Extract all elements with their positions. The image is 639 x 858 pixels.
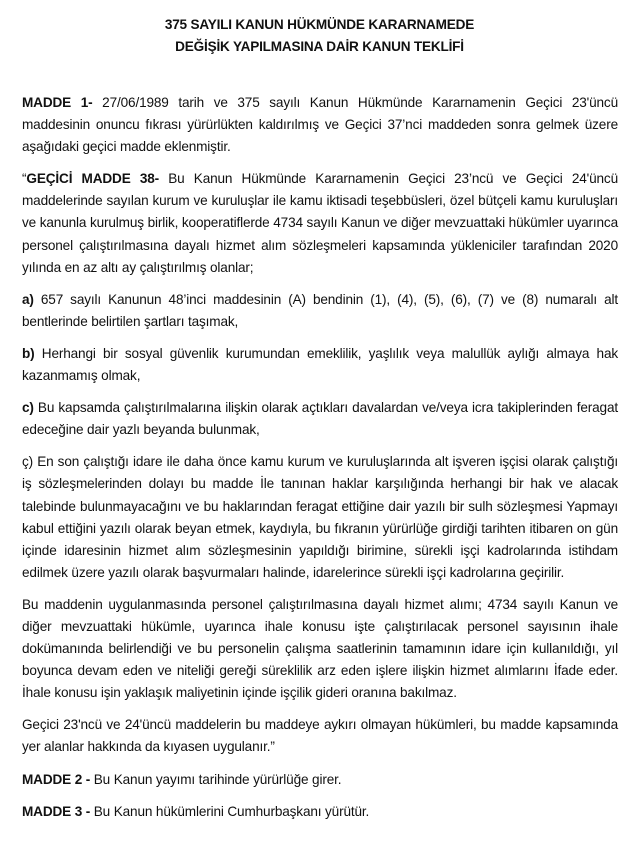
- item-label: a): [22, 291, 34, 307]
- title-line-1: 375 SAYILI KANUN HÜKMÜNDE KARARNAMEDE: [164, 17, 475, 32]
- paragraph-text: Bu kapsamda çalıştırılmalarına ilişkin olarak açtıkları davalardan ve/veya icra takiplerinden feragat edeceğine dair yazlı beyanda bulunmak,: [22, 400, 618, 438]
- paragraph-item-c-cedilla: [22, 451, 618, 584]
- article-label: MADDE 2 -: [22, 771, 91, 787]
- paragraph-text: Bu maddenin uygulanmasında personel çalıştırılmasına dayalı hizmet alımı; 4734 sayılı Kanun ve diğer mevzuattaki hükümle, uyarınca ihale konusu işte çalıştırılacak personel sayısının ihale dokümanında belirlendiği ve bu personelin çalışma saatlerinin tamamının idare için kullanıldığı, yıl boyunca devam eden ve niteliği gereği süreklilik arz eden işlere ilişkin hizmet alımlarını İfade eder. İhale konusu işin yaklaşık maliyetinin içinde işçilik gideri oranına bakılmaz.: [22, 596, 618, 701]
- paragraph-gecici-madde-38: [22, 168, 618, 278]
- paragraph-text: Herhangi bir sosyal güvenlik kurumundan emeklilik, yaşlılık veya malullük aylığı almaya hak kazanmamış olmak,: [22, 345, 618, 384]
- paragraph-madde-1: [22, 92, 618, 158]
- paragraph-item-c: [22, 397, 618, 441]
- paragraph-madde-3: [22, 801, 618, 823]
- paragraph-item-a: [22, 289, 618, 333]
- title-line-2: DEĞİŞİK YAPILMASINA DAİR KANUN TEKLİFİ: [175, 39, 464, 54]
- paragraph-text: ç) En son çalıştığı idare ile daha önce kamu kurum ve kuruluşlarında alt işveren işçisi olarak çalıştığı iş sözleşmelerinden dolayı bu madde İle tanınan haklar karşılığında herhangi bir hak ve alacak talebinde bulunmayacağını ve bu haklarından feragat ettiğine dair yazılı bir sulh sözleşmesi Yapmayı kabul ettiğini yazılı olarak beyan etmek, kaydıyla, bu fıkranın yürürlüğe girdiği tarihten itibaren on gün içinde idaresinin hizmet alım sözleşmesinin yapıldığı birimine, sürekli işçi kadrolarında istihdam edilmek üzere yazılı olarak başvurmaları halinde, idarelerince sürekli işçi kadrolarına geçirilir.: [22, 454, 618, 580]
- paragraph-text: Bu Kanun yayımı tarihinde yürürlüğe girer.: [90, 771, 342, 787]
- paragraph-text: 27/06/1989 tarih ve 375 sayılı Kanun Hükmünde Kararnamenin Geçici 23'üncü maddesinin onuncu fıkrası yürürlükten kaldırılmış ve Geçici 37’nci maddeden sonra gelmek üzere aşağıdaki geçici madde eklenmiştir.: [22, 95, 618, 155]
- paragraph-text: Geçici 23'ncü ve 24'üncü maddelerin bu maddeye aykırı olmayan hükümleri, bu madde kapsamında yer alanlar hakkında da kıyasen uygulanır.”: [22, 717, 618, 755]
- article-label: GEÇİCİ MADDE 38-: [26, 171, 160, 187]
- paragraph-madde-2: [22, 769, 618, 791]
- item-label: b): [22, 345, 35, 361]
- article-label: MADDE 3 -: [22, 803, 91, 819]
- paragraph-kiyasen: [22, 714, 618, 758]
- paragraph-text: Bu Kanun hükümlerini Cumhurbaşkanı yürütür.: [90, 803, 370, 819]
- open-quote: “: [22, 171, 27, 187]
- document-body: [22, 92, 618, 833]
- article-label: MADDE 1-: [22, 95, 93, 110]
- paragraph-item-b: [22, 343, 618, 387]
- paragraph-text: 657 sayılı Kanunun 48’inci maddesinin (A) bendinin (1), (4), (5), (6), (7) ve (8) numaralı alt bentlerinde belirtilen şartları taşımak,: [22, 291, 618, 329]
- item-label: c): [22, 400, 34, 416]
- paragraph-text: Bu Kanun Hükmünde Kararnamenin Geçici 23’ncü ve Geçici 24'üncü maddelerinde sayılan kurum ve kuruluşlar ile kamu iktisadi teşebbüsleri, özel bütçeli kamu kuruluşları ve kanunla kurulmuş birlik, kooperatiflerde 4734 sayılı Kanun ve diğer mevzuattaki hükümler uyarınca personel çalıştırılmasına dayalı hizmet alım sözleşmeleri kapsamında yükleniciler tarafından 2020 yılında en az altı ay çalıştırılmış olanlar;: [22, 171, 618, 275]
- paragraph-hizmet-alimi: [22, 594, 618, 704]
- document-title: [0, 14, 639, 58]
